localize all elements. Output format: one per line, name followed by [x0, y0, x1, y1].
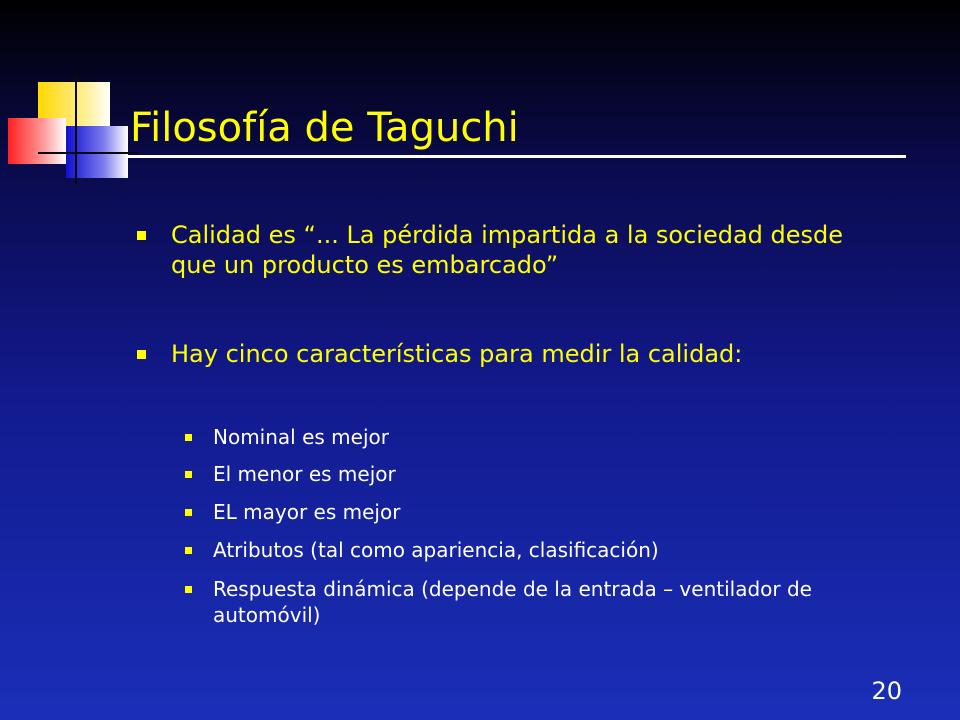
- slide-title: Filosofía de Taguchi: [130, 105, 519, 151]
- page-number: 20: [871, 677, 902, 705]
- bullet-item: [171, 339, 891, 369]
- sub-bullet-item: [213, 576, 813, 628]
- sub-bullet-item: [213, 537, 853, 563]
- sub-bullet-text: Atributos (tal como apariencia, clasificación): [213, 538, 659, 562]
- bullet-text: Hay cinco características para medir la calidad:: [171, 340, 743, 368]
- bullet-marker: [137, 350, 146, 359]
- sub-bullet-text: El menor es mejor: [213, 462, 396, 486]
- sub-bullet-marker: [185, 586, 192, 593]
- title-underline: [128, 155, 906, 158]
- logo-red-square: [8, 118, 66, 164]
- sub-bullet-text: EL mayor es mejor: [213, 500, 401, 524]
- sub-bullet-item: [213, 461, 853, 487]
- bullet-item: [171, 220, 891, 280]
- sub-bullet-text: Respuesta dinámica (depende de la entrada – ventilador de automóvil): [213, 577, 812, 627]
- bullet-marker: [137, 231, 146, 240]
- sub-bullet-marker: [185, 471, 192, 478]
- sub-bullet-text: Nominal es mejor: [213, 425, 389, 449]
- logo-vertical-line: [75, 72, 77, 184]
- logo-horizontal-line: [38, 152, 138, 154]
- sub-bullet-item: [213, 499, 853, 525]
- sub-bullet-marker: [185, 547, 192, 554]
- bullet-text: Calidad es “... La pérdida impartida a la sociedad desde que un producto es embarcado”: [171, 221, 844, 279]
- sub-bullet-item: [213, 424, 853, 450]
- sub-bullet-marker: [185, 434, 192, 441]
- sub-bullet-marker: [185, 509, 192, 516]
